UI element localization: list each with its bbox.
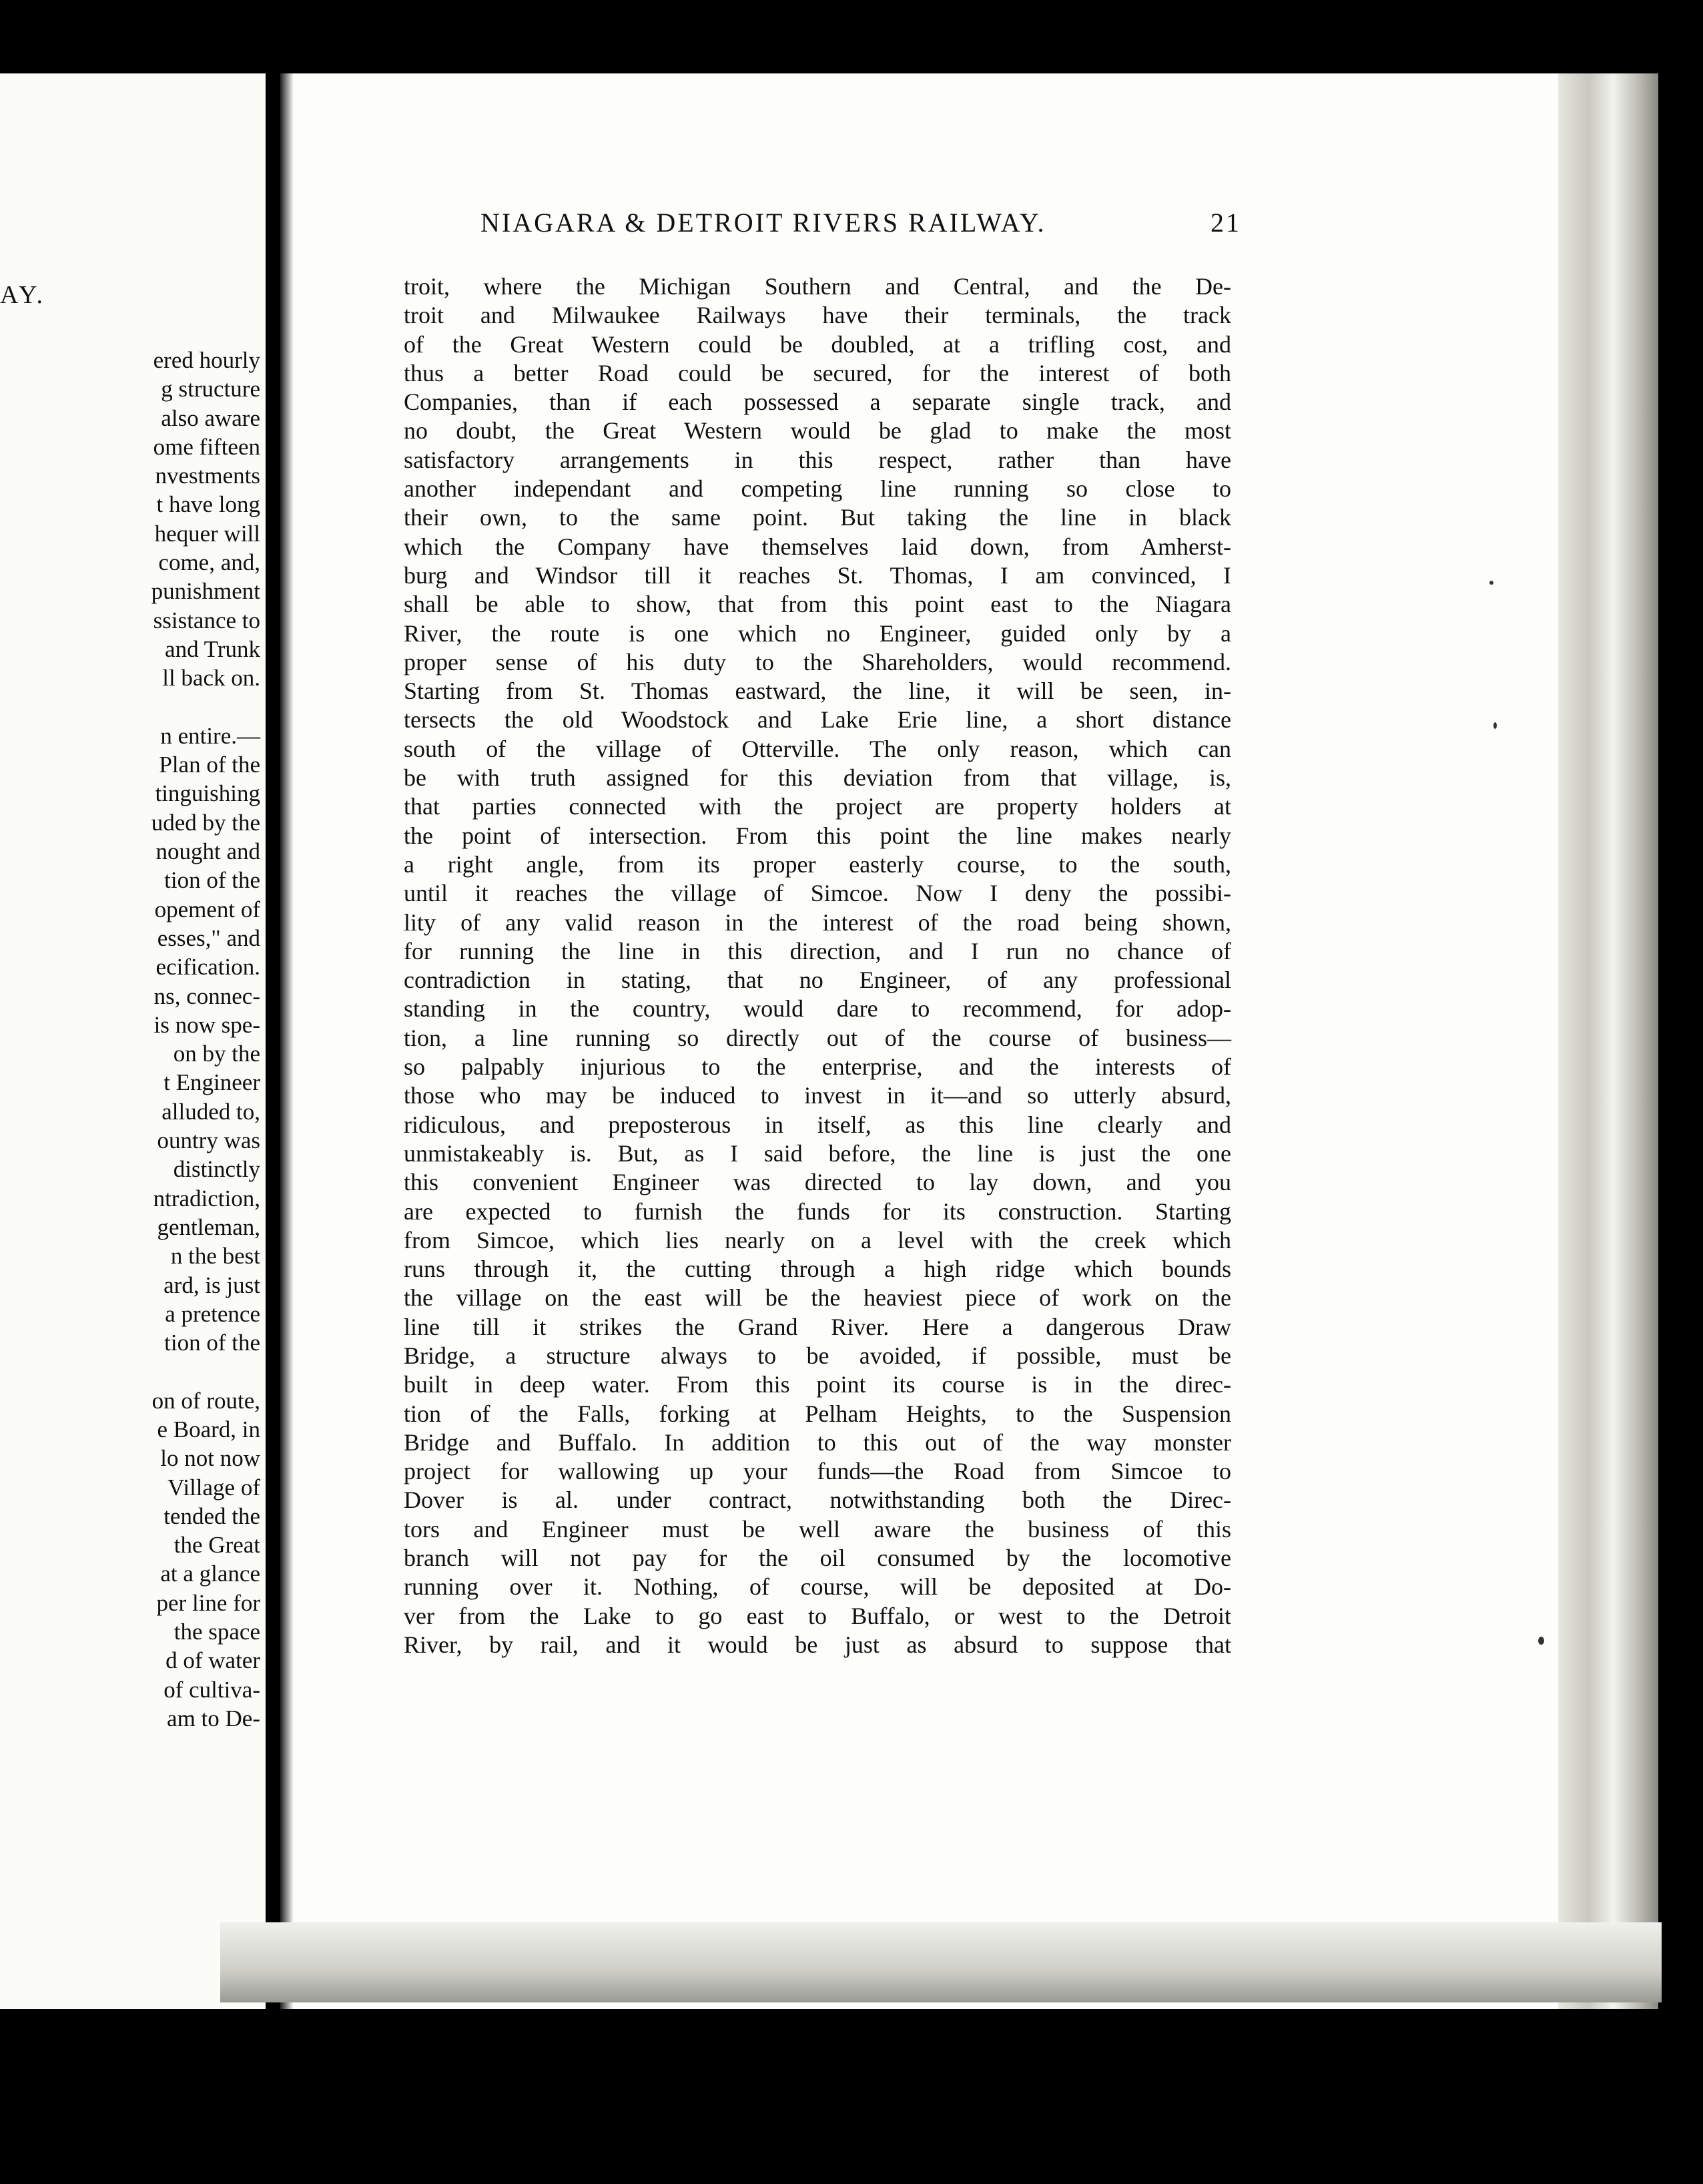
body-line: tors and Engineer must be well aware the business of this	[404, 1515, 1231, 1543]
left-page-line: uded by the	[151, 809, 260, 836]
left-page-line: tended the	[163, 1503, 260, 1529]
left-page-line: d of water	[165, 1647, 260, 1674]
body-line: south of the village of Otterville. The only reason, which can	[404, 735, 1231, 762]
left-page-line: tion of the	[164, 1330, 260, 1356]
body-line: the point of intersection. From this point the line makes nearly	[404, 822, 1231, 849]
body-line: line till it strikes the Grand River. Here a dangerous Draw	[404, 1313, 1231, 1340]
body-line: ver from the Lake to go east to Buffalo, or west to the Detroit	[404, 1602, 1231, 1629]
left-page-line: ll back on.	[162, 665, 260, 692]
body-line: built in deep water. From this point its course is in the direc-	[404, 1371, 1231, 1398]
left-page-line: come, and,	[158, 549, 260, 576]
body-line: for running the line in this direction, and I run no chance of	[404, 937, 1231, 965]
left-page-line: the Great	[174, 1532, 260, 1559]
left-page-line: Village of	[167, 1474, 260, 1500]
left-page-line: ountry was	[157, 1127, 260, 1154]
left-page-line: esses," and	[157, 924, 260, 951]
body-line: another independant and competing line running so close to	[404, 475, 1231, 503]
paper-speck	[1538, 1637, 1544, 1645]
left-page-line: Plan of the	[159, 752, 260, 778]
left-page-text	[0, 346, 260, 1733]
left-page-line: e Board, in	[157, 1416, 260, 1442]
body-line: running over it. Nothing, of course, will be deposited at Do-	[404, 1573, 1231, 1601]
left-page-line: a pretence	[165, 1300, 260, 1327]
left-page-line: and Trunk	[165, 635, 260, 662]
left-page-line: ns, connec-	[153, 983, 260, 1009]
body-line: satisfactory arrangements in this respect, rather than have	[404, 446, 1231, 473]
running-header	[480, 207, 1241, 238]
left-page-line: ard, is just	[163, 1272, 260, 1298]
left-page-line: t have long	[156, 491, 260, 518]
left-page-line: opement of	[154, 896, 260, 922]
body-line: a right angle, from its proper easterly course, to the south,	[404, 850, 1231, 878]
body-line: Bridge, a structure always to be avoided, if possible, must be	[404, 1342, 1231, 1369]
page-edge-stack	[1558, 73, 1658, 2009]
body-line: thus a better Road could be secured, for the interest of both	[404, 359, 1231, 386]
body-line: until it reaches the village of Simcoe. Now I deny the possibi-	[404, 880, 1231, 907]
left-page	[0, 73, 266, 2009]
gutter-shadow	[280, 73, 294, 2009]
left-page-line: tion of the	[164, 867, 260, 894]
body-line: shall be able to show, that from this point east to the Niagara	[404, 591, 1231, 618]
body-line: Starting from St. Thomas eastward, the line, it will be seen, in-	[404, 677, 1231, 705]
body-line: of the Great Western could be doubled, at a trifling cost, and	[404, 330, 1231, 358]
body-line: project for wallowing up your funds—the Road from Simcoe to	[404, 1458, 1231, 1485]
body-line: troit and Milwaukee Railways have their terminals, the track	[404, 302, 1231, 329]
left-page-line: the space	[174, 1619, 260, 1645]
body-line: be with truth assigned for this deviation from that village, is,	[404, 764, 1231, 792]
left-page-line: ome fifteen	[153, 433, 260, 460]
left-page-line: am to De-	[167, 1705, 260, 1731]
body-line: the village on the east will be the heaviest piece of work on the	[404, 1284, 1231, 1312]
left-page-line: ssistance to	[153, 607, 260, 633]
left-page-line: on by the	[173, 1041, 260, 1067]
left-page-header-fragment: AY.	[0, 281, 45, 309]
body-line: are expected to furnish the funds for its construction. Starting	[404, 1197, 1231, 1225]
left-page-line: t Engineer	[163, 1069, 260, 1096]
body-line: Dover is al. under contract, notwithstanding both the Direc-	[404, 1486, 1231, 1514]
left-page-line: is now spe-	[153, 1011, 260, 1038]
body-line: runs through it, the cutting through a high ridge which bounds	[404, 1256, 1231, 1283]
body-line: lity of any valid reason in the interest of the road being shown,	[404, 908, 1231, 936]
page-bottom-edge	[220, 1922, 1662, 2002]
body-line: tersects the old Woodstock and Lake Erie line, a short distance	[404, 706, 1231, 734]
body-line: proper sense of his duty to the Shareholders, would recommend.	[404, 648, 1231, 675]
left-page-line: g structure	[161, 376, 260, 402]
body-line: Bridge and Buffalo. In addition to this out of the way monster	[404, 1428, 1231, 1456]
body-line: standing in the country, would dare to recommend, for adop-	[404, 995, 1231, 1023]
left-page-line: nvestments	[155, 463, 260, 489]
left-page-line: tinguishing	[155, 780, 260, 807]
left-page-line: on of route,	[151, 1387, 260, 1414]
body-line: which the Company have themselves laid down, from Amherst-	[404, 533, 1231, 560]
page-number: 21	[1211, 208, 1241, 238]
body-line: troit, where the Michigan Southern and Central, and the De-	[404, 273, 1231, 300]
left-page-line: alluded to,	[161, 1098, 260, 1125]
left-page-line: hequer will	[154, 520, 260, 547]
left-page-line: punishment	[151, 578, 260, 605]
left-page-line: ered hourly	[153, 347, 260, 373]
left-page-line	[0, 693, 260, 722]
body-text	[404, 272, 1231, 1659]
left-page-line: ecification.	[155, 954, 260, 981]
body-line: that parties connected with the project are property holders at	[404, 793, 1231, 820]
left-page-line: n entire.—	[160, 722, 260, 749]
body-line: River, by rail, and it would be just as absurd to suppose that	[404, 1631, 1231, 1658]
left-page-line: per line for	[156, 1589, 260, 1616]
body-line: their own, to the same point. But taking the line in black	[404, 504, 1231, 531]
left-page-line: lo not now	[160, 1445, 260, 1472]
body-line: branch will not pay for the oil consumed by the locomotive	[404, 1545, 1231, 1572]
body-line: burg and Windsor till it reaches St. Thomas, I am convinced, I	[404, 561, 1231, 589]
running-header-title: NIAGARA & DETROIT RIVERS RAILWAY.	[480, 208, 1046, 238]
left-page-line: nought and	[155, 838, 260, 865]
body-line: tion, a line running so directly out of the course of business—	[404, 1024, 1231, 1051]
body-line: Companies, than if each possessed a separate single track, and	[404, 388, 1231, 416]
left-page-line: n the best	[170, 1243, 260, 1270]
body-line: unmistakeably is. But, as I said before, the line is just the one	[404, 1139, 1231, 1167]
body-line: ridiculous, and preposterous in itself, as this line clearly and	[404, 1111, 1231, 1138]
left-page-line: gentleman,	[157, 1213, 260, 1240]
paper-speck	[1489, 581, 1493, 585]
body-line: contradiction in stating, that no Engineer, of any professional	[404, 967, 1231, 994]
body-line: this convenient Engineer was directed to lay down, and you	[404, 1169, 1231, 1196]
left-page-line: ntradiction,	[153, 1185, 260, 1211]
left-page-line: also aware	[161, 404, 260, 431]
left-page-line: of cultiva-	[163, 1676, 260, 1703]
paper-speck	[1493, 722, 1497, 729]
body-line: no doubt, the Great Western would be glad to make the most	[404, 417, 1231, 445]
body-line: tion of the Falls, forking at Pelham Heights, to the Suspension	[404, 1400, 1231, 1427]
left-page-line: distinctly	[173, 1156, 260, 1183]
body-line: from Simcoe, which lies nearly on a level with the creek which	[404, 1226, 1231, 1254]
body-line: River, the route is one which no Engineer, guided only by a	[404, 619, 1231, 647]
body-line: so palpably injurious to the enterprise, and the interests of	[404, 1053, 1231, 1081]
body-line: those who may be induced to invest in it—and so utterly absurd,	[404, 1082, 1231, 1109]
left-page-line	[0, 1357, 260, 1386]
left-page-line: at a glance	[160, 1561, 260, 1587]
